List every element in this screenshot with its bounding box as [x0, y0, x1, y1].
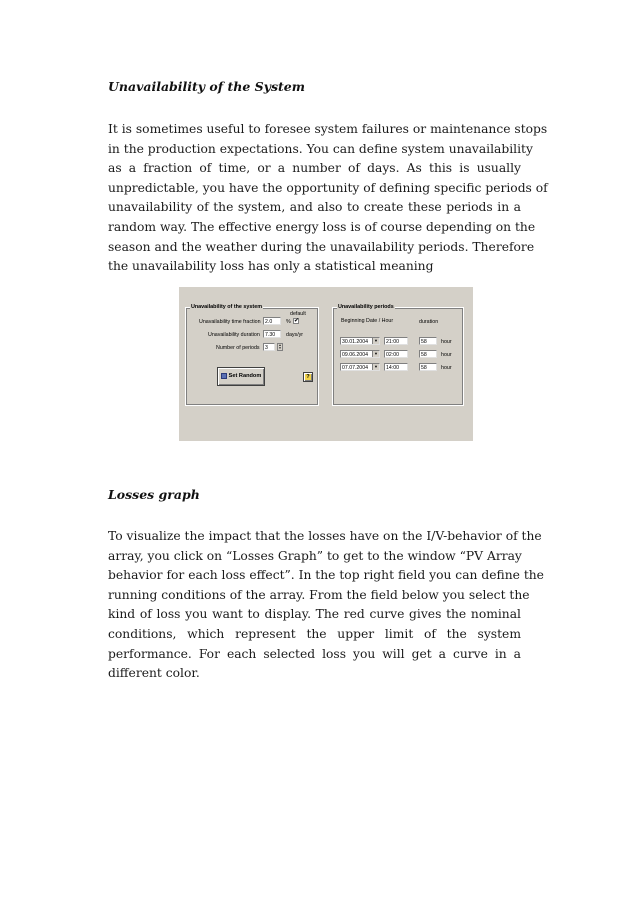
chevron-down-icon: ▼ — [372, 351, 379, 357]
duration-label: Unavailability duration — [208, 332, 260, 338]
set-random-button[interactable] — [217, 367, 265, 386]
paragraph-line: conditions, which represent the upper limit of the system — [108, 626, 521, 641]
default-label: default — [290, 311, 306, 317]
period-time-input[interactable]: 02:00 — [384, 350, 408, 358]
duration-input[interactable]: 7.30 — [263, 330, 281, 338]
unavailability-dialog-screenshot — [179, 287, 473, 441]
unavailability-system-group — [185, 304, 319, 406]
paragraph-line: kind of loss you want to display. The red curve gives the nominal — [108, 607, 521, 622]
paragraph-line: unavailability of the system, and also to create these periods in a — [108, 200, 521, 215]
paragraph-line: as a fraction of time, or a number of days. As this is usually — [108, 161, 521, 176]
duration-column-header: duration — [419, 319, 439, 325]
help-button[interactable]: ? — [303, 372, 313, 382]
period-duration-input[interactable]: 58 — [419, 337, 437, 345]
time-fraction-unit: % — [286, 319, 291, 325]
set-random-label: Set Random — [228, 373, 262, 379]
periods-label: Number of periods — [216, 345, 260, 351]
period-date-select[interactable]: 09.06.2004 ▼ — [340, 350, 380, 358]
paragraph-line: running conditions of the array. From the field below you select the — [108, 587, 530, 602]
paragraph-line: It is sometimes useful to foresee system failures or maintenance stops — [108, 122, 548, 136]
chevron-down-icon: ▼ — [372, 338, 379, 344]
paragraph-losses-graph — [108, 527, 544, 684]
periods-input[interactable]: 3 — [263, 343, 275, 351]
section-heading-losses-graph: Losses graph — [108, 487, 200, 502]
time-fraction-label: Unavailability time fraction — [199, 319, 261, 325]
time-fraction-input[interactable]: 2.0 — [263, 317, 281, 325]
paragraph-line: different color. — [108, 666, 200, 681]
period-duration-input[interactable]: 58 — [419, 350, 437, 358]
period-time-input[interactable]: 21:00 — [384, 337, 408, 345]
period-time-input[interactable]: 14:00 — [384, 363, 408, 371]
duration-unit: hour — [441, 352, 452, 358]
calendar-icon — [221, 373, 227, 379]
date-hour-column-header: Beginning Date / Hour — [341, 318, 394, 324]
period-date-select[interactable]: 30.01.2004 ▼ — [340, 337, 380, 345]
duration-unit: hour — [441, 365, 452, 371]
group-title: Unavailability of the system — [191, 304, 262, 310]
paragraph-line: performance. For each selected loss you will get a curve in a — [108, 646, 521, 661]
paragraph-line: unpredictable, you have the opportunity of defining specific periods of — [108, 180, 548, 195]
periods-stepper[interactable]: ▴ ▾ — [277, 343, 283, 351]
unavailability-periods-group — [332, 304, 464, 406]
paragraph-line: array, you click on “Losses Graph” to get to the window “PV Array — [108, 548, 522, 563]
paragraph-line: To visualize the impact that the losses have on the I/V-behavior of the — [108, 529, 542, 543]
duration-unit: hour — [441, 339, 452, 345]
period-date-select[interactable]: 07.07.2004 ▼ — [340, 363, 380, 371]
paragraph-line: the unavailability loss has only a statistical meaning — [108, 259, 434, 274]
group-title: Unavailability periods — [338, 304, 394, 310]
paragraph-line: behavior for each loss effect”. In the top right field you can define the — [108, 568, 544, 583]
chevron-down-icon: ▼ — [372, 364, 379, 370]
duration-unit: days/yr — [286, 332, 304, 338]
paragraph-line: season and the weather during the unavailability periods. Therefore — [108, 239, 535, 254]
paragraph-line: in the production expectations. You can define system unavailability — [108, 141, 533, 156]
default-checkbox[interactable]: ✔ — [294, 318, 300, 324]
period-duration-input[interactable]: 58 — [419, 363, 437, 371]
paragraph-line: random way. The effective energy loss is of course depending on the — [108, 219, 536, 234]
paragraph-unavailability — [108, 120, 548, 277]
section-heading-unavailability: Unavailability of the System — [108, 79, 305, 94]
